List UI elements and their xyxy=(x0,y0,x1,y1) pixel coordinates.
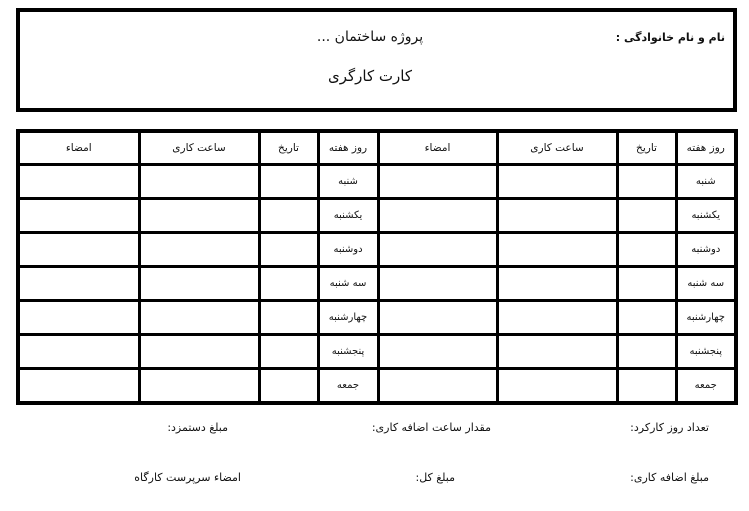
table-row xyxy=(18,267,736,301)
signature-cell[interactable] xyxy=(18,199,139,233)
column-header-hours: ساعت کاری xyxy=(139,131,259,165)
table-row xyxy=(18,233,736,267)
table-row xyxy=(18,369,736,404)
name-label: نام و نام خانوادگی : xyxy=(615,31,725,44)
hours-cell[interactable] xyxy=(497,267,617,301)
overtime-hours-label: مقدار ساعت اضافه کاری: xyxy=(371,421,491,434)
table-row xyxy=(18,301,736,335)
signature-cell[interactable] xyxy=(18,165,139,199)
date-cell[interactable] xyxy=(617,301,676,335)
hours-cell[interactable] xyxy=(497,199,617,233)
day-cell: جمعه xyxy=(676,369,736,404)
date-cell[interactable] xyxy=(617,165,676,199)
column-header-signature: امضاء xyxy=(18,131,139,165)
date-cell[interactable] xyxy=(617,233,676,267)
hours-cell[interactable] xyxy=(139,233,259,267)
overtime-amount-label: مبلغ اضافه کاری: xyxy=(630,471,709,484)
column-header-day: روز هفته xyxy=(676,131,736,165)
signature-cell[interactable] xyxy=(378,233,497,267)
day-cell: سه شنبه xyxy=(318,267,378,301)
day-cell: چهارشنبه xyxy=(318,301,378,335)
signature-cell[interactable] xyxy=(378,301,497,335)
hours-cell[interactable] xyxy=(139,369,259,404)
project-title: پروژه ساختمان ... xyxy=(316,29,424,45)
date-cell[interactable] xyxy=(617,199,676,233)
hours-cell[interactable] xyxy=(497,369,617,404)
date-cell[interactable] xyxy=(259,369,318,404)
signature-cell[interactable] xyxy=(378,165,497,199)
day-cell: چهارشنبه xyxy=(676,301,736,335)
hours-cell[interactable] xyxy=(497,335,617,369)
day-cell: جمعه xyxy=(318,369,378,404)
day-cell: دوشنبه xyxy=(676,233,736,267)
column-header-hours: ساعت کاری xyxy=(497,131,617,165)
total-amount-label: مبلغ کل: xyxy=(415,471,455,484)
signature-cell[interactable] xyxy=(378,199,497,233)
hours-cell[interactable] xyxy=(497,301,617,335)
hours-cell[interactable] xyxy=(139,199,259,233)
hours-cell[interactable] xyxy=(139,301,259,335)
hours-cell[interactable] xyxy=(497,233,617,267)
table-row xyxy=(18,335,736,369)
date-cell[interactable] xyxy=(259,233,318,267)
supervisor-signature-label: امضاء سرپرست کارگاه xyxy=(134,471,241,484)
date-cell[interactable] xyxy=(259,267,318,301)
date-cell[interactable] xyxy=(259,165,318,199)
table-header-row xyxy=(18,131,736,165)
column-header-date: تاریخ xyxy=(617,131,676,165)
signature-cell[interactable] xyxy=(18,369,139,404)
day-cell: یکشنبه xyxy=(676,199,736,233)
date-cell[interactable] xyxy=(259,301,318,335)
day-cell: شنبه xyxy=(318,165,378,199)
work-days-label: تعداد روز کارکرد: xyxy=(630,421,709,434)
signature-cell[interactable] xyxy=(18,267,139,301)
column-header-date: تاریخ xyxy=(259,131,318,165)
day-cell: شنبه xyxy=(676,165,736,199)
day-cell: پنجشنبه xyxy=(676,335,736,369)
date-cell[interactable] xyxy=(617,335,676,369)
date-cell[interactable] xyxy=(259,199,318,233)
signature-cell[interactable] xyxy=(378,267,497,301)
day-cell: دوشنبه xyxy=(318,233,378,267)
table-row xyxy=(18,165,736,199)
signature-cell[interactable] xyxy=(18,233,139,267)
hours-cell[interactable] xyxy=(139,267,259,301)
wage-amount-label: مبلغ دستمزد: xyxy=(167,421,228,434)
column-header-day: روز هفته xyxy=(318,131,378,165)
hours-cell[interactable] xyxy=(497,165,617,199)
day-cell: یکشنبه xyxy=(318,199,378,233)
table-row xyxy=(18,199,736,233)
column-header-signature: امضاء xyxy=(378,131,497,165)
day-cell: سه شنبه xyxy=(676,267,736,301)
signature-cell[interactable] xyxy=(378,335,497,369)
signature-cell[interactable] xyxy=(18,301,139,335)
header-box xyxy=(16,8,737,112)
signature-cell[interactable] xyxy=(378,369,497,404)
date-cell[interactable] xyxy=(617,369,676,404)
signature-cell[interactable] xyxy=(18,335,139,369)
date-cell[interactable] xyxy=(617,267,676,301)
hours-cell[interactable] xyxy=(139,165,259,199)
day-cell: پنجشنبه xyxy=(318,335,378,369)
hours-cell[interactable] xyxy=(139,335,259,369)
card-title: کارت کارگری xyxy=(328,67,412,85)
date-cell[interactable] xyxy=(259,335,318,369)
attendance-table xyxy=(16,129,738,405)
